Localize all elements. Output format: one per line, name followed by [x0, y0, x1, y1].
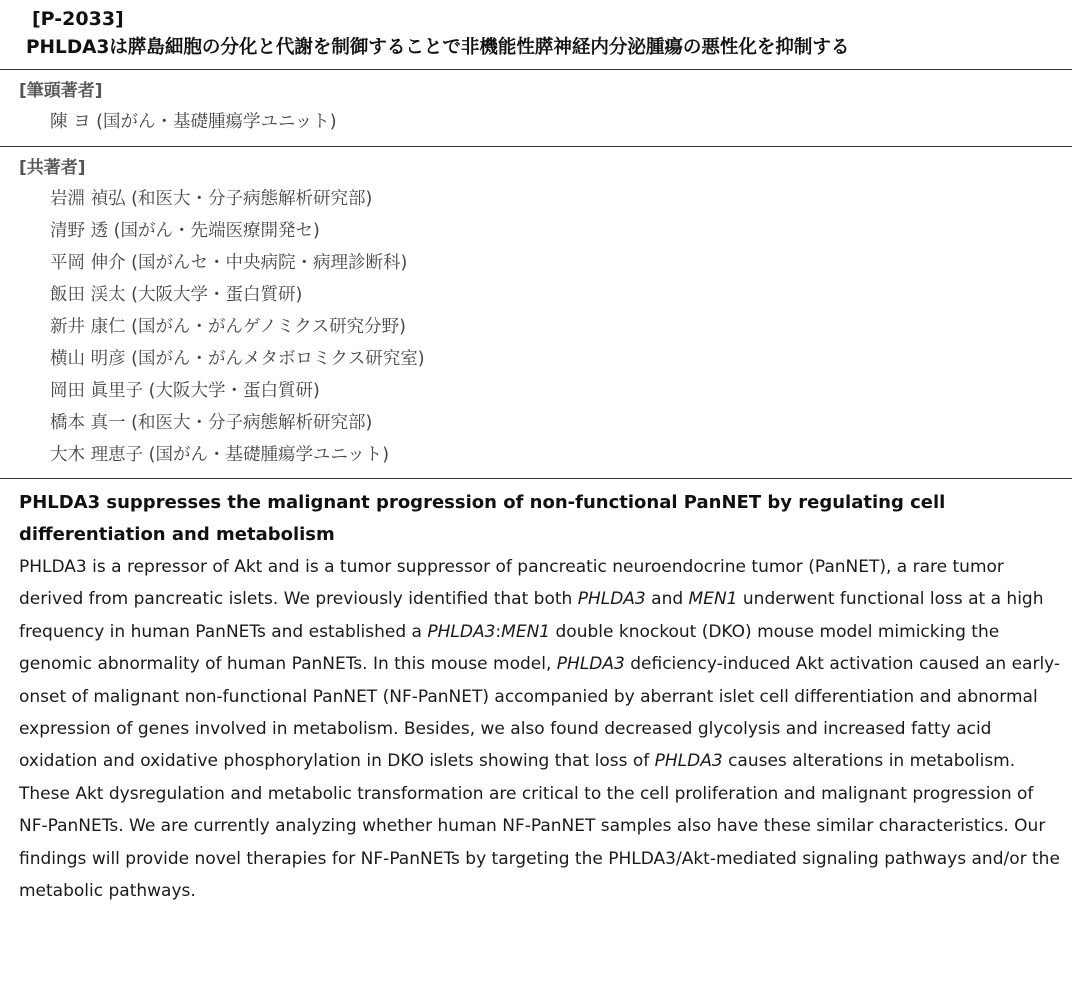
abstract-header: [0, 0, 1072, 63]
author-affiliation: (和医大・分子病態解析研究部): [131, 189, 373, 209]
author-name: 橋本 真一: [50, 413, 126, 433]
coauthor: [19, 247, 1072, 279]
abstract-body: [19, 551, 1065, 907]
coauthor: [19, 375, 1072, 407]
abstract-text: causes alterations in metabolism. These Akt dysregulation and metabolic transformation are critical to the cell proliferation and malignant progression of NF-PanNETs. We are currently analyzing whether human NF-PanNET samples also have these similar characteristics. Our findings will provide novel therapies for NF-PanNETs by targeting the PHLDA3/Akt-mediated signaling pathways and/or the metabolic pathways.: [19, 751, 1060, 902]
author-affiliation: (国がん・基礎腫瘍学ユニット): [96, 112, 337, 132]
author-affiliation: (和医大・分子病態解析研究部): [131, 413, 373, 433]
gene-name: PHLDA3: [654, 751, 723, 772]
author-affiliation: (大阪大学・蛋白質研): [148, 381, 320, 401]
coauthor: [19, 279, 1072, 311]
author-name: 清野 透: [50, 221, 109, 241]
coauthor: [19, 311, 1072, 343]
coauthor: [19, 343, 1072, 375]
coauthors-section: [0, 147, 1072, 478]
coauthor: [19, 407, 1072, 439]
author-name: 新井 康仁: [50, 317, 126, 337]
divider: [0, 478, 1072, 479]
author-name: 大木 理恵子: [50, 445, 144, 465]
author-affiliation: (国がん・がんメタボロミクス研究室): [131, 349, 425, 369]
abstract-text: deficiency-induced Akt activation caused an early-onset of malignant non-functional PanNET (NF-PanNET) accompanied by aberrant islet cell differentiation and abnormal expression of genes involved in metabolism. Besides, we also found decreased glycolysis and increased fatty acid oxidation and oxidative phosphorylation in DKO islets showing that loss of: [19, 654, 1061, 772]
coauthor: [19, 439, 1072, 471]
author-name: 岡田 眞里子: [50, 381, 144, 401]
english-abstract: [0, 487, 1065, 907]
coauthor: [19, 183, 1072, 215]
author-name: 平岡 伸介: [50, 253, 126, 273]
coauthors-label: [共著者]: [19, 158, 86, 178]
gene-name: PHLDA3: [577, 589, 646, 610]
author-affiliation: (大阪大学・蛋白質研): [131, 285, 303, 305]
author-affiliation: (国がん・がんゲノミクス研究分野): [131, 317, 406, 337]
author-name: 岩淵 禎弘: [50, 189, 126, 209]
author-name: 飯田 渓太: [50, 285, 126, 305]
author-name: 陳 ヨ: [50, 112, 91, 132]
coauthor: [19, 215, 1072, 247]
author-affiliation: (国がん・基礎腫瘍学ユニット): [148, 445, 390, 465]
abstract-text: double knockout (DKO) mouse model mimicking the genomic abnormality of human PanNETs. In this mouse model,: [19, 621, 1000, 675]
gene-name: MEN1: [688, 589, 738, 610]
japanese-title: PHLDA3は膵島細胞の分化と代謝を制御することで非機能性膵神経内分泌腫瘍の悪性化を抑制する: [26, 37, 850, 58]
abstract-text: underwent functional loss at a high frequency in human PanNETs and established a: [19, 589, 1044, 642]
abstract-id: [P-2033]: [32, 8, 124, 30]
gene-name: PHLDA3: [427, 621, 496, 642]
author-affiliation: (国がん・先端医療開発セ): [113, 221, 320, 241]
gene-name: PHLDA3: [556, 654, 625, 675]
abstract-text: and: [645, 589, 689, 610]
first-author-label: [筆頭著者]: [19, 81, 103, 101]
author-name: 横山 明彦: [50, 349, 126, 369]
author-affiliation: (国がんセ・中央病院・病理診断科): [131, 253, 408, 273]
abstract-text: PHLDA3 is a repressor of Akt and is a tumor suppressor of pancreatic neuroendocrine tumor (PanNET), a rare tumor derived from pancreatic islets. We previously identified that both: [19, 557, 1004, 610]
first-author-section: [0, 70, 1072, 146]
coauthor-list: [19, 183, 1072, 471]
first-author: [19, 106, 1072, 138]
gene-name: MEN1: [501, 621, 551, 642]
english-title: PHLDA3 suppresses the malignant progression of non-functional PanNET by regulating cell differentiation and metabolism: [19, 492, 946, 545]
abstract-text: :: [495, 621, 502, 642]
